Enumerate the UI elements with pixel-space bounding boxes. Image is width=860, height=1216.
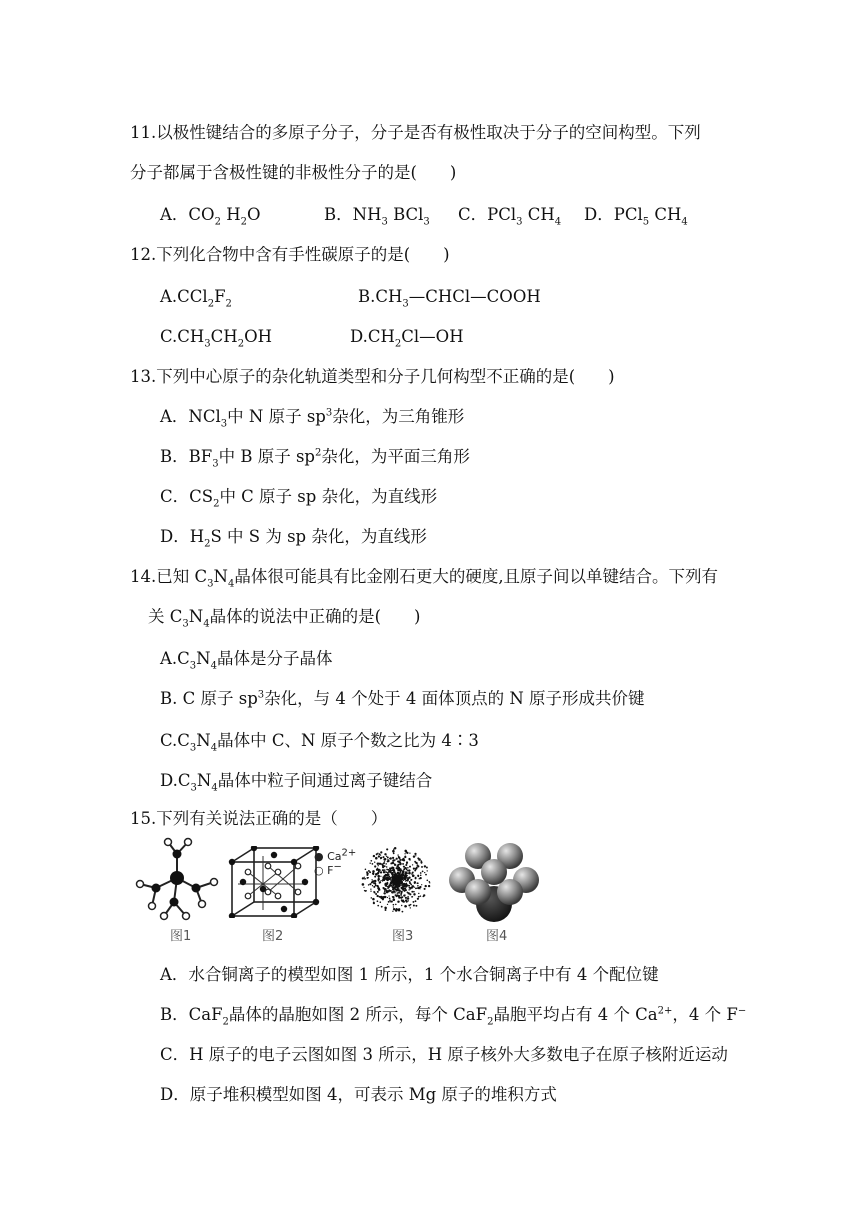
figure-2-caf2-unit-cell xyxy=(228,846,324,918)
q14-option-d: $D.C_3N_4$晶体中粒子间通过离子键结合 xyxy=(160,771,433,794)
figure-1-hydrated-copper-ion xyxy=(130,836,225,924)
figure-4-caption: 图4 xyxy=(486,929,508,944)
q15-option-a: A．水合铜离子的模型如图 1 所示，1 个水合铜离子中有 4 个配位键 xyxy=(160,965,659,984)
figure-1-caption: 图1 xyxy=(170,929,192,944)
q13-option-a: A．NCl$_3$中 N 原子 $sp^3$杂化，为三角锥形 xyxy=(160,407,465,430)
q14-stem-line2: 关 $C_3N_4$晶体的说法中正确的是( ) xyxy=(148,607,421,630)
q12-option-d: $D.CH_2Cl—OH$ xyxy=(350,327,464,350)
q11-stem-line1: 11.以极性键结合的多原子分子，分子是否有极性取决于分子的空间构型。下列 xyxy=(130,123,701,142)
figure-3-caption: 图3 xyxy=(392,929,414,944)
q12-option-c: $C.CH_3CH_2OH$ xyxy=(160,327,272,350)
q15-figures xyxy=(130,836,540,946)
q14-option-c: $C.C_3N_4$晶体中 C、N 原子个数之比为 4∶3 xyxy=(160,731,479,754)
q12-option-b: $B.CH_3—CHCl—COOH$ xyxy=(358,287,541,310)
q15-option-c: C．H 原子的电子云图如图 3 所示，H 原子核外大多数电子在原子核附近运动 xyxy=(160,1045,728,1064)
q12-stem: 12.下列化合物中含有手性碳原子的是( ) xyxy=(130,245,450,264)
q14-stem-line1: 14.已知 $C_3N_4$晶体很可能具有比金刚石更大的硬度,且原子间以单键结合。下列有 xyxy=(130,567,719,590)
q12-option-a: $A.CCl_2F_2$ xyxy=(160,287,232,310)
q15-stem: 15.下列有关说法正确的是（ ） xyxy=(130,809,388,828)
q11-stem-line2: 分子都属于含极性键的非极性分子的是( ) xyxy=(130,163,457,182)
q11-options xyxy=(0,204,860,226)
q11-option-a: A．$CO_2$ $H_2O$ xyxy=(160,205,261,228)
q15-option-b: B．CaF$_2$晶体的晶胞如图 2 所示，每个 CaF$_2$晶胞平均占有 4 个 $Ca^{2+}$，4 个 F− xyxy=(160,1005,747,1028)
q11-option-d: D．PCl$_5$ $CH_4$ xyxy=(584,205,688,228)
q14-option-a: $A.C_3N_4$晶体是分子晶体 xyxy=(160,649,333,672)
figure-2-caption: 图2 xyxy=(262,929,284,944)
q13-option-b: B．$BF_3$中 B 原子 $sp^2$杂化，为平面三角形 xyxy=(160,447,470,470)
legend-ca-ion: ● $Ca^{2+}$ xyxy=(314,847,357,863)
q15-option-d: D．原子堆积模型如图 4，可表示 Mg 原子的堆积方式 xyxy=(160,1085,557,1104)
q14-option-b: B. C 原子 $sp^3$杂化，与 4 个处于 4 面体顶点的 N 原子形成共价键 xyxy=(160,689,645,708)
q11-option-c: C．PCl$_3$ $CH_4$ xyxy=(458,205,562,228)
legend-f-ion: ○ F− xyxy=(314,861,342,877)
q13-option-c: C．$CS_2$中 C 原子 sp 杂化，为直线形 xyxy=(160,487,438,510)
figure-4-atomic-stacking xyxy=(448,840,540,924)
figure-3-electron-cloud xyxy=(356,842,436,918)
q13-stem: 13.下列中心原子的杂化轨道类型和分子几何构型不正确的是( ) xyxy=(130,367,615,386)
q13-option-d: D．$H_2S$ 中 S 为 sp 杂化，为直线形 xyxy=(160,527,427,550)
figure-2-legend xyxy=(314,847,357,878)
q11-option-b: B．$NH_3$ BCl$_3$ xyxy=(324,205,430,228)
